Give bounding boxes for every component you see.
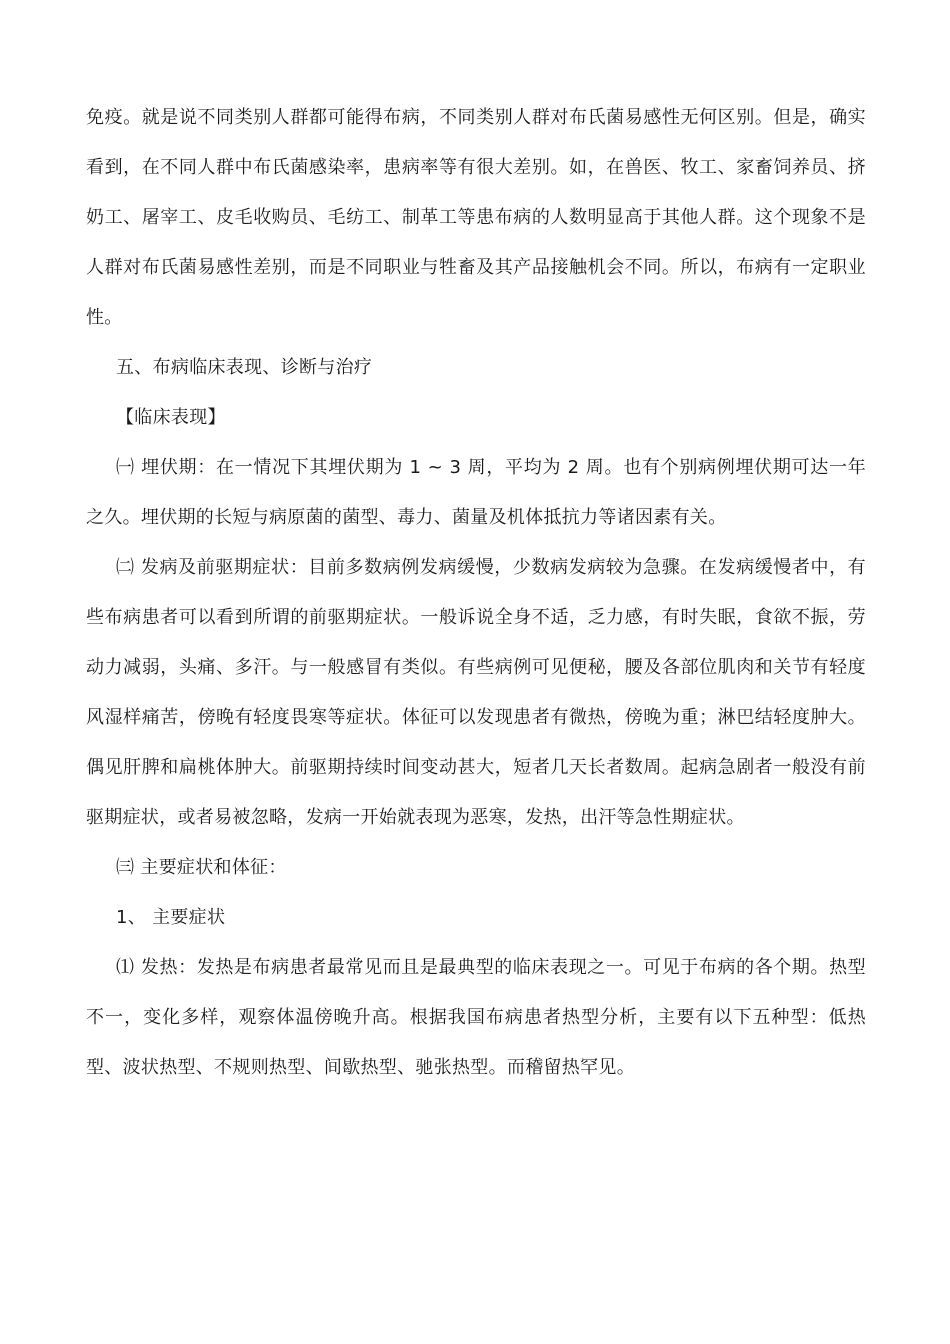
paragraph-occupational-susceptibility: 免疫。就是说不同类别人群都可能得布病，不同类别人群对布氏菌易感性无何区别。但是，确实看到，在不同人群中布氏菌感染率，患病率等有很大差别。如，在兽医、牧工、家畜饲养员、挤奶工、屠宰工、皮毛收购员、毛纺工、制革工等患布病的人数明显高于其他人群。这个现象不是人群对布氏菌易感性差别，而是不同职业与牲畜及其产品接触机会不同。所以，布病有一定职业性。	[86, 107, 866, 328]
paragraph-main-symptoms-heading: 1、 主要症状	[116, 907, 226, 928]
paragraph-fever: ⑴ 发热：发热是布病患者最常见而且是最典型的临床表现之一。可见于布病的各个期。热型不一，变化多样，观察体温傍晚升高。根据我国布病患者热型分析，主要有以下五种型：低热型、波状热型、不规则热型、间歇热型、驰张热型。而稽留热罕见。	[86, 957, 866, 1078]
subsection-heading-clinical-manifestations: 【临床表现】	[116, 407, 226, 428]
paragraph-main-symptoms-signs: ㈢ 主要症状和体征：	[116, 857, 287, 878]
section-heading-clinical-diagnosis-treatment: 五、布病临床表现、诊断与治疗	[116, 357, 373, 378]
paragraph-prodromal-symptoms: ㈡ 发病及前驱期症状：目前多数病例发病缓慢，少数病发病较为急骤。在发病缓慢者中，有些布病患者可以看到所谓的前驱期症状。一般诉说全身不适，乏力感，有时失眠，食欲不振，劳动力减弱，头痛、多汗。与一般感冒有类似。有些病例可见便秘，腰及各部位肌肉和关节有轻度风湿样痛苦，傍晚有轻度畏寒等症状。体征可以发现患者有微热，傍晚为重；淋巴结轻度肿大。偶见肝脾和扁桃体肿大。前驱期持续时间变动甚大，短者几天长者数周。起病急剧者一般没有前驱期症状，或者易被忽略，发病一开始就表现为恶寒，发热，出汗等急性期症状。	[86, 557, 866, 828]
document-body	[86, 93, 866, 1093]
paragraph-incubation-period: ㈠ 埋伏期：在一情况下其埋伏期为 1 ~ 3 周，平均为 2 周。也有个别病例埋伏期可达一年之久。埋伏期的长短与病原菌的菌型、毒力、菌量及机体抵抗力等诸因素有关。	[86, 457, 866, 528]
